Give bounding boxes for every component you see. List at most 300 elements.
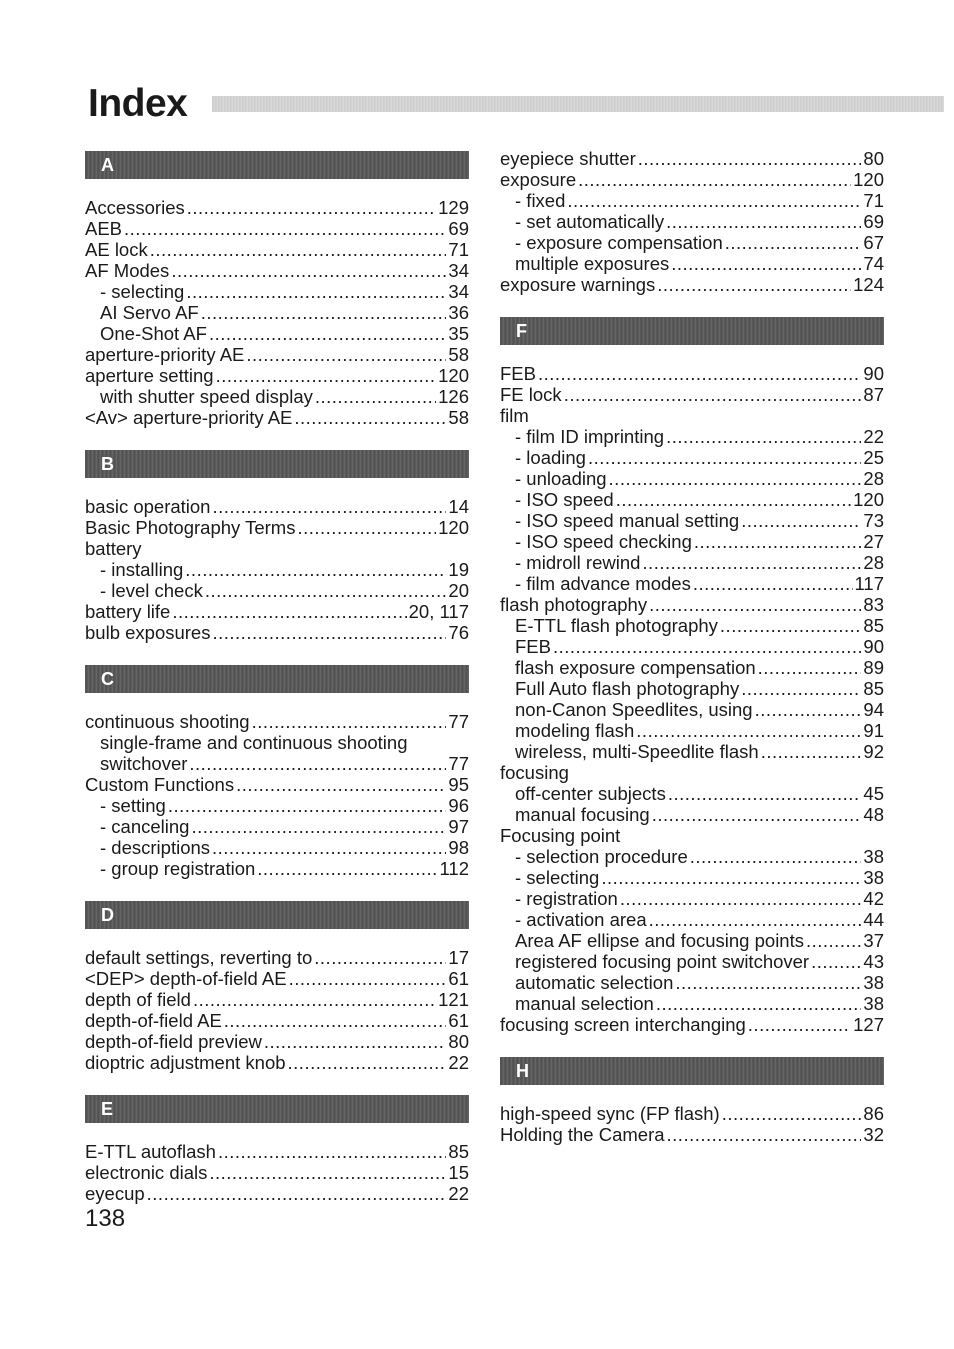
entry-page: 25 [863,447,884,468]
index-entry [85,989,469,1010]
leader-dots [315,386,436,407]
leader-dots [636,720,861,741]
leader-dots [209,1162,446,1183]
entry-label: aperture-priority AE [85,344,245,365]
leader-dots [187,197,436,218]
entry-label: Accessories [85,197,185,218]
entry-label: registered focusing point switchover [515,951,810,972]
leader-dots [264,1031,447,1052]
index-entry [500,468,884,489]
leader-dots [314,947,446,968]
entry-label: E-TTL flash photography [515,615,718,636]
entry-page: 27 [863,531,884,552]
entry-label: FE lock [500,384,562,405]
index-entry [85,260,469,281]
entry-label: depth-of-field AE [85,1010,222,1031]
entry-label: high-speed sync (FP flash) [500,1103,720,1124]
index-entry [500,951,884,972]
entry-page: 44 [863,909,884,930]
entry-page: 22 [448,1052,469,1073]
leader-dots [205,580,447,601]
index-entry [85,601,469,622]
entry-page: 32 [863,1124,884,1145]
entry-label: multiple exposures [515,253,670,274]
leader-dots [741,678,861,699]
entry-page: 74 [863,253,884,274]
leader-dots [811,951,861,972]
entry-page: 85 [448,1141,469,1162]
entry-page: 34 [448,260,469,281]
index-entry [85,753,469,774]
entry-page: 22 [863,426,884,447]
entry-page: 124 [853,274,884,295]
index-entry [500,405,884,426]
index-entry [85,538,469,559]
index-entry [500,594,884,615]
entry-page: 73 [863,510,884,531]
index-entry [85,559,469,580]
index-entry [85,344,469,365]
leader-dots [671,253,861,274]
leader-dots [150,239,447,260]
leader-dots [212,496,446,517]
entry-label: Basic Photography Terms [85,517,296,538]
entry-label: wireless, multi-Speedlite flash [515,741,759,762]
section-header-d [85,901,469,929]
entry-page: 85 [863,678,884,699]
index-entry [500,274,884,295]
index-entry [500,762,884,783]
entry-page: 43 [863,951,884,972]
leader-dots [567,190,861,211]
index-entry [500,720,884,741]
section-letter: H [516,1061,529,1081]
entry-label: basic operation [85,496,211,517]
index-title: Index [88,82,188,125]
entry-page: 28 [863,552,884,573]
leader-dots [193,989,436,1010]
entry-label: with shutter speed display [100,386,313,407]
leader-dots [564,384,862,405]
index-entry [85,323,469,344]
entry-label: exposure warnings [500,274,656,295]
section-letter: C [101,669,114,689]
section-header-b [85,450,469,478]
index-entry [85,197,469,218]
leader-dots [601,867,861,888]
index-entry [500,384,884,405]
leader-dots [588,447,861,468]
index-entry [85,968,469,989]
entry-page: 83 [863,594,884,615]
leader-dots [147,1183,447,1204]
index-entry [85,622,469,643]
entry-page: 85 [863,615,884,636]
index-entry [85,281,469,302]
index-entry [500,363,884,384]
entry-page: 38 [863,972,884,993]
entry-label: E-TTL autoflash [85,1141,216,1162]
entry-label: - selecting [515,867,600,888]
index-entry [85,858,469,879]
index-entry [500,909,884,930]
leader-dots [725,232,862,253]
leader-dots [224,1010,447,1031]
entry-page: 89 [863,657,884,678]
section-letter: E [101,1099,114,1119]
leader-dots [212,622,446,643]
leader-dots [216,365,437,386]
entry-page: 126 [438,386,469,407]
entry-label: <DEP> depth-of-field AE [85,968,287,989]
leader-dots [666,426,861,447]
entry-label: default settings, reverting to [85,947,313,968]
section-header-c [85,665,469,693]
index-entry [500,741,884,762]
entry-page: 96 [448,795,469,816]
entry-label: Holding the Camera [500,1124,665,1145]
leader-dots [218,1141,446,1162]
entry-page: 20, 117 [408,601,469,622]
index-entry [500,148,884,169]
right-column [500,148,884,1167]
leader-dots [236,774,446,795]
index-entry [85,1052,469,1073]
entry-page: 77 [448,753,469,774]
entry-page: 94 [863,699,884,720]
entry-label: - descriptions [100,837,211,858]
entry-page: 69 [448,218,469,239]
index-entry [500,783,884,804]
entry-label: focusing [500,762,569,783]
leader-dots [668,783,862,804]
entry-page: 61 [448,968,469,989]
entry-page: 80 [863,148,884,169]
entry-page: 120 [438,365,469,386]
entry-label: - group registration [100,858,256,879]
index-entry [85,407,469,428]
entry-page: 48 [863,804,884,825]
entry-label: bulb exposures [85,622,211,643]
leader-dots [652,804,862,825]
leader-dots [168,795,447,816]
index-entry [500,447,884,468]
leader-dots [693,573,853,594]
entry-label: - level check [100,580,203,601]
leader-dots [172,601,406,622]
leader-dots [553,636,861,657]
index-entry [500,211,884,232]
entry-page: 98 [448,837,469,858]
section-e-continued-entries [500,148,884,295]
index-entry [85,837,469,858]
entry-page: 71 [863,190,884,211]
entry-label: eyecup [85,1183,145,1204]
entry-label: depth of field [85,989,191,1010]
entry-label: Area AF ellipse and focusing points [515,930,804,951]
leader-dots [620,888,862,909]
entry-page: 37 [863,930,884,951]
entry-label: manual focusing [515,804,650,825]
section-b-entries [85,496,469,643]
entry-label: aperture setting [85,365,214,386]
index-entry [85,1031,469,1052]
index-entry [500,531,884,552]
leader-dots [720,615,862,636]
leader-dots [189,753,446,774]
entry-label: flash exposure compensation [515,657,756,678]
leader-dots [294,407,446,428]
index-entry [85,302,469,323]
entry-page: 90 [863,636,884,657]
index-entry [500,169,884,190]
entry-page: 38 [863,867,884,888]
entry-label: battery life [85,601,171,622]
entry-page: 58 [448,344,469,365]
index-entry [85,218,469,239]
section-letter: F [516,321,527,341]
entry-label: single-frame and continuous shooting [100,732,408,753]
index-entry [85,1010,469,1031]
index-entry [500,657,884,678]
index-entry [85,774,469,795]
leader-dots [289,968,447,989]
leader-dots [806,930,861,951]
entry-page: 97 [448,816,469,837]
index-entry [500,888,884,909]
leader-dots [656,993,862,1014]
entry-label: - loading [515,447,586,468]
entry-label: depth-of-field preview [85,1031,262,1052]
index-entry [500,510,884,531]
leader-dots [761,741,862,762]
entry-label: electronic dials [85,1162,208,1183]
entry-page: 77 [448,711,469,732]
entry-label: off-center subjects [515,783,666,804]
entry-page: 61 [448,1010,469,1031]
entry-page: 91 [863,720,884,741]
entry-label: film [500,405,529,426]
entry-page: 22 [448,1183,469,1204]
leader-dots [649,909,862,930]
entry-page: 38 [863,846,884,867]
entry-page: 129 [438,197,469,218]
section-letter: B [101,454,114,474]
leader-dots [741,510,861,531]
entry-label: - ISO speed [515,489,614,510]
index-entry [500,190,884,211]
entry-label: eyepiece shutter [500,148,636,169]
leader-dots [667,1124,862,1145]
entry-label: - film ID imprinting [515,426,665,447]
entry-label: dioptric adjustment knob [85,1052,286,1073]
index-entry [500,489,884,510]
leader-dots [191,816,446,837]
leader-dots [694,531,862,552]
entry-label: - exposure compensation [515,232,723,253]
leader-dots [212,837,446,858]
index-entry [500,615,884,636]
index-entry [500,1124,884,1145]
index-entry [500,846,884,867]
entry-page: 95 [448,774,469,795]
section-letter: A [101,155,114,175]
leader-dots [690,846,862,867]
index-entry [85,1162,469,1183]
entry-label: AEB [85,218,123,239]
entry-page: 120 [853,169,884,190]
index-entry [85,517,469,538]
index-entry [85,947,469,968]
index-entry [85,386,469,407]
entry-label: <Av> aperture-priority AE [85,407,293,428]
entry-label: FEB [500,363,536,384]
leader-dots [124,218,446,239]
entry-label: AF Modes [85,260,170,281]
entry-label: automatic selection [515,972,674,993]
entry-page: 28 [863,468,884,489]
index-entry [500,972,884,993]
entry-label: - ISO speed manual setting [515,510,740,531]
entry-page: 120 [853,489,884,510]
index-entry [85,795,469,816]
entry-label: - film advance modes [515,573,691,594]
entry-label: - selection procedure [515,846,688,867]
leader-dots [758,657,862,678]
entry-page: 69 [863,211,884,232]
index-entry [500,867,884,888]
entry-label: manual selection [515,993,654,1014]
entry-page: 35 [448,323,469,344]
index-entry [85,816,469,837]
section-a-entries [85,197,469,428]
entry-label: One-Shot AF [100,323,207,344]
entry-page: 127 [853,1014,884,1035]
leader-dots [755,699,862,720]
left-column [85,151,469,1226]
entry-page: 14 [448,496,469,517]
entry-page: 112 [439,858,469,879]
leader-dots [657,274,851,295]
section-header-h [500,1057,884,1085]
leader-dots [675,972,861,993]
entry-page: 17 [448,947,469,968]
entry-page: 34 [448,281,469,302]
entry-label: FEB [515,636,551,657]
index-entry [500,825,884,846]
entry-label: - fixed [515,190,566,211]
entry-label: - canceling [100,816,190,837]
index-entry [500,552,884,573]
entry-label: - selecting [100,281,185,302]
entry-page: 19 [448,559,469,580]
index-entry [85,1183,469,1204]
section-header-a [85,151,469,179]
entry-page: 42 [863,888,884,909]
entry-label: Full Auto flash photography [515,678,740,699]
title-rule [212,96,944,112]
leader-dots [538,363,861,384]
index-entry [500,1014,884,1035]
section-letter: D [101,905,114,925]
index-entry [500,232,884,253]
entry-label: exposure [500,169,577,190]
entry-label: AE lock [85,239,148,260]
entry-label: - ISO speed checking [515,531,692,552]
entry-label: modeling flash [515,720,635,741]
leader-dots [201,302,447,323]
entry-page: 90 [863,363,884,384]
section-d-entries [85,947,469,1073]
index-entry [500,573,884,594]
entry-page: 58 [448,407,469,428]
section-e-entries [85,1141,469,1204]
entry-page: 117 [854,573,884,594]
entry-label: continuous shooting [85,711,250,732]
entry-page: 121 [438,989,469,1010]
entry-label: focusing screen interchanging [500,1014,746,1035]
leader-dots [616,489,851,510]
leader-dots [288,1052,447,1073]
index-entry [500,804,884,825]
leader-dots [638,148,862,169]
section-h-entries [500,1103,884,1145]
leader-dots [297,517,436,538]
entry-page: 76 [448,622,469,643]
entry-page: 87 [863,384,884,405]
entry-label: - installing [100,559,184,580]
entry-page: 67 [863,232,884,253]
leader-dots [257,858,437,879]
entry-label: battery [85,538,142,559]
index-entry [500,699,884,720]
entry-page: 36 [448,302,469,323]
index-entry [500,426,884,447]
entry-page: 71 [448,239,469,260]
index-entry [500,636,884,657]
entry-label: - setting [100,795,166,816]
leader-dots [171,260,446,281]
section-f-entries [500,363,884,1035]
entry-label: - registration [515,888,618,909]
entry-page: 20 [448,580,469,601]
entry-label: Focusing point [500,825,621,846]
entry-label: Custom Functions [85,774,235,795]
leader-dots [609,468,862,489]
leader-dots [578,169,851,190]
index-entry [85,496,469,517]
section-header-f [500,317,884,345]
leader-dots [649,594,861,615]
index-entry [85,365,469,386]
entry-label: flash photography [500,594,648,615]
index-entry [500,678,884,699]
index-entry [85,239,469,260]
entry-page: 15 [448,1162,469,1183]
leader-dots [186,281,446,302]
entry-page: 45 [863,783,884,804]
entry-label: - activation area [515,909,647,930]
entry-label: - midroll rewind [515,552,641,573]
index-entry [85,1141,469,1162]
entry-label: - unloading [515,468,607,489]
entry-label: switchover [100,753,188,774]
leader-dots [642,552,861,573]
entry-page: 120 [438,517,469,538]
leader-dots [246,344,446,365]
section-header-e [85,1095,469,1123]
leader-dots [748,1014,851,1035]
